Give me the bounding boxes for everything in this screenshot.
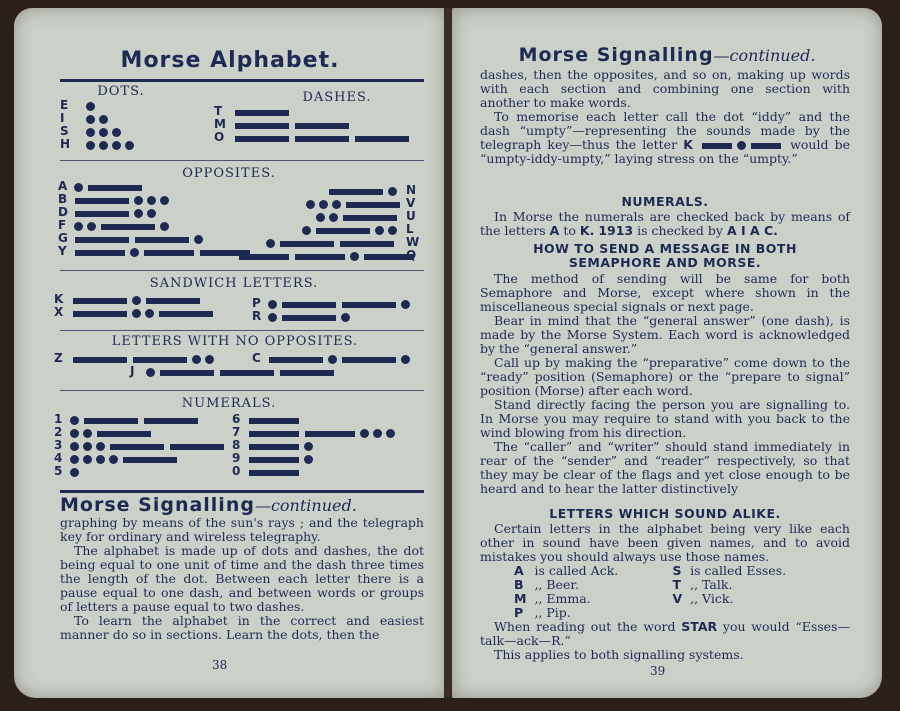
morse-code: [68, 413, 201, 426]
letter: P: [514, 605, 524, 620]
morse-code: [266, 310, 352, 323]
letter-U: U: [406, 209, 416, 223]
numeral-9: 9: [232, 451, 241, 465]
letter-E: E: [60, 98, 69, 112]
morse-code: [68, 465, 81, 478]
morse-code: [232, 131, 412, 144]
divider: [60, 270, 424, 271]
paragraph: The method of sending will be same for both Semaphore and Morse, except where shown in the miscellaneous special signals or next page.: [480, 271, 850, 314]
text: When reading out the word: [494, 619, 676, 634]
page-number: 39: [650, 664, 666, 678]
letter-G: G: [58, 231, 68, 245]
paragraph: graphing by means of the sun's rays ; and the telegraph key for ordinary and wireless telegraphy.: [60, 515, 424, 544]
letter-M: M: [214, 117, 226, 131]
body-text: [60, 516, 424, 642]
paragraph: [480, 110, 850, 166]
morse-code: [70, 352, 216, 365]
right-page: [452, 8, 882, 698]
morse-code: [72, 219, 171, 232]
letter-D: D: [58, 205, 68, 219]
paragraph: Certain letters in the alphabet being very like each other in sound have been given names, and to avoid mistakes you should always use those names.: [480, 521, 850, 564]
numeral-7: 7: [232, 425, 241, 439]
morse-code: [246, 413, 302, 426]
name: is called Ack.: [534, 563, 619, 578]
letter-O: O: [214, 130, 225, 144]
morse-code: [236, 249, 417, 262]
morse-code: [246, 452, 315, 465]
paragraph: [480, 210, 850, 238]
morse-code: [70, 306, 216, 319]
name: ,, Emma.: [534, 591, 591, 606]
morse-code: [300, 223, 399, 236]
numeral-1913: 1913: [598, 223, 634, 238]
letter-R: R: [252, 309, 262, 323]
numeral-4: 4: [54, 451, 63, 465]
page-title-continued: —continued.: [713, 46, 816, 65]
morse-code: [304, 197, 403, 210]
numeral-6: 6: [232, 412, 241, 426]
body-text: [480, 620, 850, 662]
morse-code: [72, 193, 171, 206]
letter-P: P: [252, 296, 261, 310]
paragraph: The alphabet is made up of dots and dashes, the dot being equal to one unit of time and the dash three times the length of the dot. Between each letter there is a pause equal to one dash, and between words or groups of letters a pause equal to two dashes.: [60, 543, 424, 614]
letter-X: X: [54, 305, 64, 319]
morse-code: [246, 465, 302, 478]
letter-Q: Q: [406, 248, 417, 262]
letter: [668, 606, 686, 620]
letters-aiac: A I A C.: [726, 223, 778, 238]
name: is called Esses.: [690, 563, 787, 578]
sandwich-label: SANDWICH LETTERS.: [149, 276, 319, 291]
numeral-2: 2: [54, 425, 63, 439]
morse-code: [232, 105, 292, 118]
page-number: 38: [212, 658, 228, 672]
dots-label: DOTS.: [97, 84, 145, 99]
text: to: [563, 223, 576, 238]
paragraph: dashes, then the opposites, and so on, making up words with each section and combining one section with another to make words.: [480, 67, 850, 110]
morse-code: [232, 118, 352, 131]
numeral-3: 3: [54, 438, 63, 452]
page-title: Morse Alphabet.: [120, 48, 340, 73]
numeral-8: 8: [232, 438, 241, 452]
morse-code: [84, 99, 97, 112]
paragraph: This applies to both signalling systems.: [494, 647, 744, 662]
paragraph: Bear in mind that the “general answer” (one dash), is made by the Morse System. Each word is acknowledged by the “general answer.”: [480, 313, 850, 356]
letter-B: B: [58, 192, 68, 206]
table-row: [510, 564, 790, 578]
morse-code: [70, 293, 203, 306]
letter: S: [672, 563, 682, 578]
morse-code: [72, 245, 253, 258]
morse-code: [68, 426, 154, 439]
table-row: [510, 578, 790, 592]
letter: A: [514, 563, 524, 578]
letter: M: [514, 591, 527, 606]
name: [686, 606, 790, 620]
paragraph: The “caller” and “writer” should stand immediately in rear of the “sender” and “reader” respectively, so that they may be clear of the flags and yet close enough to be heard and to hear the latter distinctively: [480, 439, 850, 496]
page-title: [452, 44, 882, 66]
dashes-label: DASHES.: [302, 90, 372, 105]
morse-code: [72, 180, 145, 193]
text: In Morse the numerals are checked back by means of the letters: [480, 209, 850, 238]
numeral-1: 1: [54, 412, 63, 426]
letter-C: C: [252, 351, 261, 365]
letter-Y: Y: [58, 244, 67, 258]
divider: [60, 79, 424, 82]
section-title-continued: —continued.: [254, 496, 357, 515]
letter: B: [514, 577, 524, 592]
letter: V: [672, 591, 683, 606]
morse-code: [314, 210, 400, 223]
text: is checked by: [637, 223, 723, 238]
word-star: STAR: [681, 619, 718, 634]
letter-K: K: [54, 292, 64, 306]
paragraph: Call up by making the “preparative” come down to the “ready” position (Semaphore) or the “prepare to signal” position (Morse) after each word.: [480, 355, 850, 398]
letter-N: N: [406, 183, 417, 197]
body-text: [480, 210, 850, 238]
letters-alike-heading: LETTERS WHICH SOUND ALIKE.: [549, 506, 781, 521]
opposites-label: OPPOSITES.: [182, 166, 276, 181]
morse-code: [68, 452, 180, 465]
morse-code: [266, 352, 412, 365]
divider: [60, 160, 424, 161]
left-page: [14, 8, 446, 698]
morse-code: [246, 439, 315, 452]
divider: [60, 330, 424, 331]
how-heading: HOW TO SEND A MESSAGE IN BOTH SEMAPHORE AND MORSE.: [533, 241, 797, 270]
name: ,, Vick.: [690, 591, 734, 606]
morse-code: [72, 232, 205, 245]
letter-H: H: [60, 137, 71, 151]
morse-code: [84, 125, 123, 138]
morse-code: [68, 439, 227, 452]
letter-Z: Z: [54, 351, 63, 365]
numeral-5: 5: [54, 464, 63, 478]
name: ,, Beer.: [534, 577, 579, 592]
section-title: [60, 494, 357, 516]
numeral-0: 0: [232, 464, 241, 478]
morse-code: [246, 426, 397, 439]
letter-names-table: [510, 564, 790, 620]
paragraph: Stand directly facing the person you are signalling to. In Morse you may require to stand with you back to the wind blowing from his direction.: [480, 397, 850, 440]
body-text: [480, 272, 850, 496]
morse-code: [326, 184, 399, 197]
letter-T: T: [214, 104, 223, 118]
morse-code: [72, 206, 158, 219]
divider: [60, 490, 424, 493]
paragraph: To learn the alphabet in the correct and easiest manner do so in sections. Learn the dots, then the: [60, 613, 424, 642]
letter-I: I: [60, 111, 65, 125]
divider: [60, 390, 424, 391]
text: you would “Esses—talk—ack—R.”: [480, 619, 850, 648]
morse-code: [144, 365, 337, 378]
table-row: [510, 606, 790, 620]
numerals-heading: NUMERALS.: [621, 194, 709, 209]
section-title-main: Morse Signalling: [60, 494, 255, 516]
name: ,, Talk.: [690, 577, 733, 592]
page-title-main: Morse Signalling: [518, 44, 714, 66]
letter-A: A: [58, 179, 68, 193]
body-text: [480, 68, 850, 166]
letter-F: F: [58, 218, 67, 232]
letter-W: W: [406, 235, 420, 249]
table-row: [510, 592, 790, 606]
text: To memorise each letter call the dot “iddy” and the dash “umpty”—representing the sounds made by the telegraph key—thus the letter: [480, 109, 850, 152]
letter-J: J: [130, 364, 135, 378]
body-text: [480, 522, 850, 564]
morse-code: [84, 112, 110, 125]
paragraph: [480, 620, 850, 648]
text: would be “umpty-iddy-umpty,” laying stress on the “umpty.”: [480, 137, 850, 166]
morse-code: [266, 297, 412, 310]
letter-a: A: [549, 223, 560, 238]
no-opposites-label: LETTERS WITH NO OPPOSITES.: [111, 334, 359, 349]
morse-code: [264, 236, 397, 249]
letter-S: S: [60, 124, 69, 138]
letter-k: K: [683, 137, 693, 152]
name: ,, Pip.: [534, 605, 571, 620]
letter-V: V: [406, 196, 416, 210]
numerals-label: NUMERALS.: [181, 396, 277, 411]
morse-code: [84, 138, 136, 151]
letter-k: K.: [579, 223, 595, 238]
letter: T: [672, 577, 681, 592]
letter-L: L: [406, 222, 414, 236]
